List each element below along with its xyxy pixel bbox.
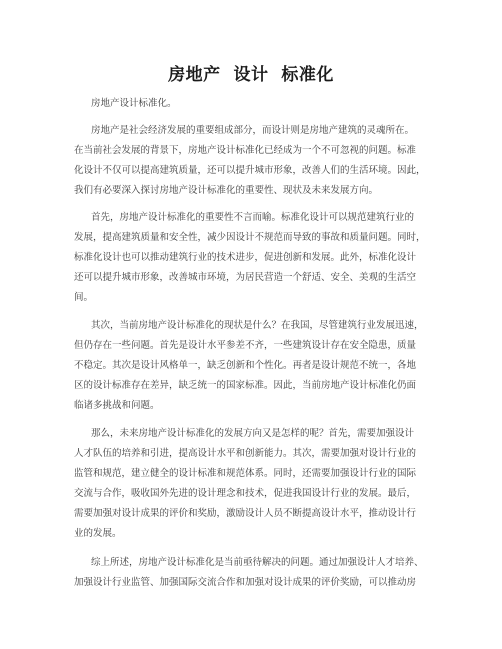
paragraph-line: 业的发展。 [74,528,122,539]
paragraph-line: 在当前社会发展的背景下，房地产设计标准化已经成为一个不可忽视的问题。标准 [74,145,417,156]
paragraph-line: 监管和规范，建立健全的设计标准和规范体系。同时，还需要加强设计行业的国际 [74,468,417,479]
paragraph-line: 我们有必要深入探讨房地产设计标准化的重要性、现状及未来发展方向。 [74,185,379,196]
paragraph-line: 房地产设计标准化。 [91,98,177,109]
paragraph-line: 发展，提高建筑质量和安全性，减少因设计不规范而导致的事故和质量问题。同时， [74,232,426,243]
paragraph-line: 综上所述，房地产设计标准化是当前亟待解决的问题。通过加强设计人才培养、 [91,557,424,568]
paragraph-line: 区的设计标准存在差异，缺乏统一的国家标准。因此，当前房地产设计标准化仍面 [74,380,417,391]
paragraph-line: 间。 [74,292,94,303]
paragraph-line: 不稳定。其次是设计风格单一，缺乏创新和个性化。再者是设计规范不统一，各地 [74,360,417,371]
paragraph-line: 人才队伍的培养和引进，提高设计水平和创新能力。其次，需要加强对设计行业的 [74,448,417,459]
paragraph-line: 首先，房地产设计标准化的重要性不言而喻。标准化设计可以规范建筑行业的 [91,212,415,223]
paragraph-line: 加强设计行业监管、加强国际交流合作和加强对设计成果的评价奖励，可以推动房 [74,577,417,588]
paragraph-line: 化设计不仅可以提高建筑质量，还可以提升城市形象，改善人们的生活环境。因此， [74,165,426,176]
paragraph-line: 标准化设计也可以推动建筑行业的技术进步，促进创新和发展。此外，标准化设计 [74,252,417,263]
document-title: 房地产 设计 标准化 [168,65,334,85]
paragraph-intro [74,94,434,114]
paragraph-line: 临诸多挑战和问题。 [74,400,160,411]
paragraph-line: 其次，当前房地产设计标准化的现状是什么？在我国，尽管建筑行业发展迅速， [91,320,424,331]
paragraph-line: 还可以提升城市形象，改善城市环境，为居民营造一个舒适、安全、美观的生活空 [74,272,417,283]
paragraph-line: 但仍存在一些问题。首先是设计水平参差不齐，一些建筑设计存在安全隐患，质量 [74,340,417,351]
paragraph-line: 需要加强对设计成果的评价和奖励，激励设计人员不断提高设计水平，推动设计行 [74,508,417,519]
paragraph-conclusion [74,553,434,593]
paragraph-importance [74,208,434,308]
paragraph-line: 交流与合作，吸收国外先进的设计理念和技术，促进我国设计行业的发展。最后， [74,488,417,499]
paragraph-current-status [74,316,434,416]
paragraph-line: 房地产是社会经济发展的重要组成部分，而设计则是房地产建筑的灵魂所在。 [91,125,415,136]
paragraph-overview [74,121,434,201]
paragraph-line: 那么，未来房地产设计标准化的发展方向又是怎样的呢？首先，需要加强设计 [91,428,415,439]
paragraph-future-direction [74,424,434,544]
